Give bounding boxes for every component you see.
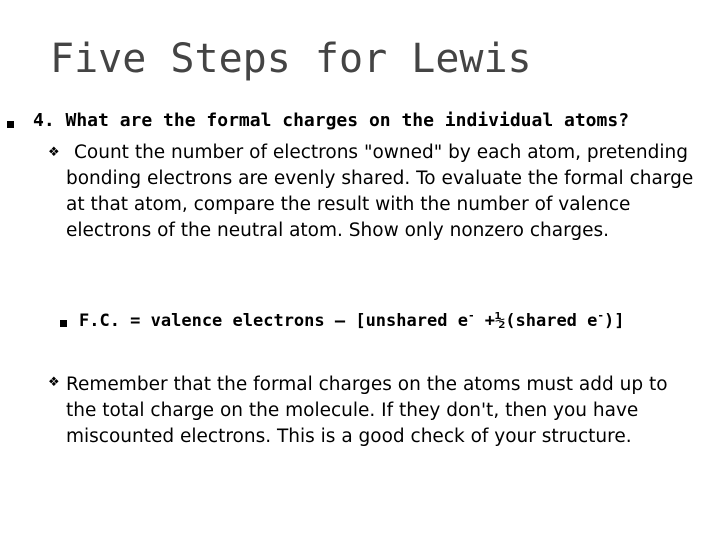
formula-part: )] [604, 311, 625, 331]
sub-point-check-charges: Remember that the formal charges on the atoms must add up to the total charge on the molecule. If they don't, then you have miscounted electrons. This is a good check of your structure. [66, 374, 668, 447]
formula-superscript: - [597, 309, 605, 322]
formula-part: +½(shared e [474, 311, 598, 331]
diamond-bullet-icon: ❖ [48, 375, 60, 390]
formula-part: F.C. = valence electrons – [unshared e [79, 311, 468, 331]
diamond-bullet-icon: ❖ [48, 145, 60, 160]
main-point: 4. What are the formal charges on the individual atoms? [33, 110, 630, 131]
formula-superscript: - [467, 309, 475, 322]
square-bullet-icon [7, 121, 14, 128]
square-bullet-icon [60, 320, 67, 327]
formal-charge-formula [79, 309, 625, 331]
slide-title: Five Steps for Lewis [50, 36, 532, 82]
sub-point-count-electrons: Count the number of electrons "owned" by each atom, pretending bonding electrons are evenly shared. To evaluate the formal charge at that atom, compare the result with the number of valence electrons of the neutral atom. Show only nonzero charges. [66, 142, 694, 241]
